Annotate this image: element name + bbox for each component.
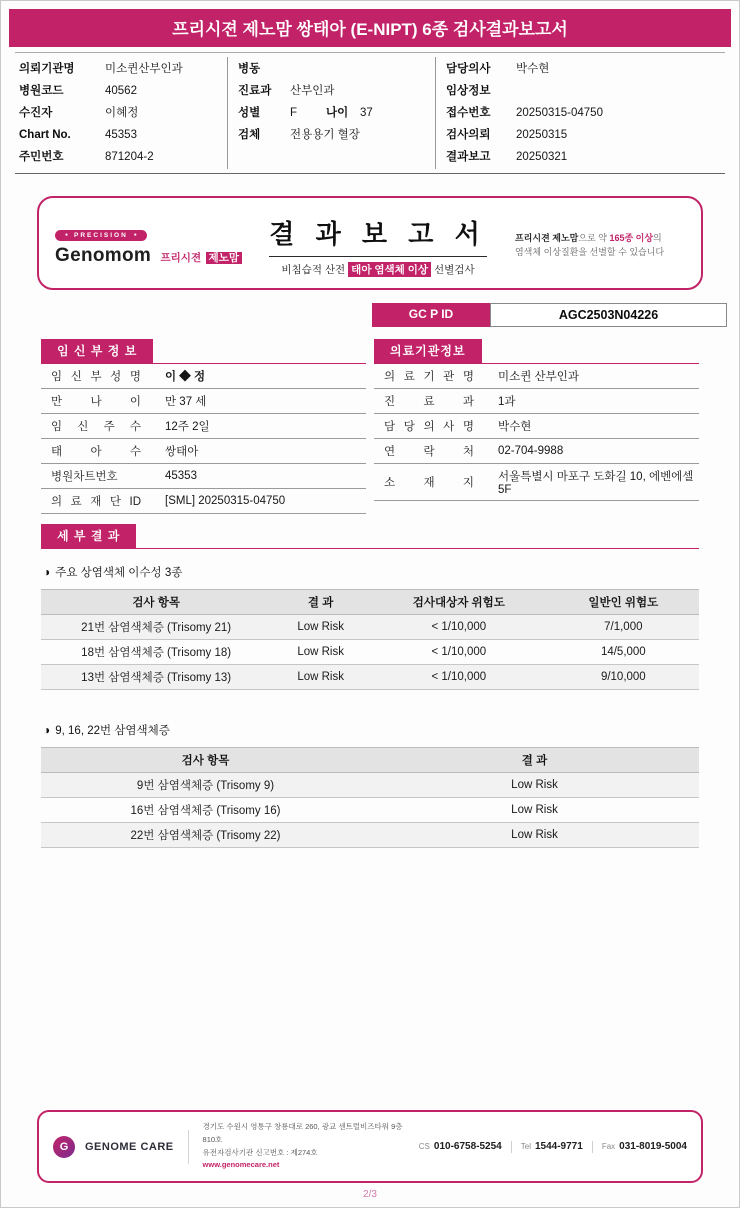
group1-heading: [43, 564, 699, 580]
results-title: 세 부 결 과: [41, 524, 136, 548]
gc-pid-value: AGC2503N04226: [490, 303, 727, 327]
result-cell: 13번 삼염색체증 (Trisomy 13): [41, 665, 271, 690]
report-title: 결 과 보 고 서: [269, 218, 487, 249]
result-cell: Low Risk: [370, 823, 699, 848]
row-value: 1과: [486, 389, 699, 414]
footer-contacts: [419, 1141, 687, 1153]
table-row-trisomy-22: [41, 823, 699, 848]
result-cell: 9/10,000: [548, 665, 699, 690]
table-header-row: [41, 590, 699, 615]
result-cell: Low Risk: [271, 615, 370, 640]
table-row: [41, 389, 366, 414]
result-cell: 7/1,000: [548, 615, 699, 640]
field-row-clinical-info: [446, 80, 721, 102]
field-label: 병동: [238, 63, 261, 75]
column-header: 결 과: [271, 590, 370, 615]
row-value: 서울특별시 마포구 도화길 10, 에벤에셀 5F: [486, 464, 699, 501]
table-row: [41, 414, 366, 439]
field-value: 산부인과: [290, 85, 335, 97]
table-row-trisomy-16: [41, 798, 699, 823]
row-value: [SML] 20250315-04750: [153, 489, 366, 514]
result-cell: 21번 삼염색체증 (Trisomy 21): [41, 615, 271, 640]
field-label: 의뢰기관명: [19, 63, 75, 75]
result-cell: Low Risk: [271, 640, 370, 665]
field-row-report-date: [446, 146, 721, 168]
row-value: 만 37 세: [153, 389, 366, 414]
result-cell: 16번 삼염색체증 (Trisomy 16): [41, 798, 370, 823]
field-row-request-date: [446, 124, 721, 146]
blank-space: [1, 848, 739, 1110]
row-value: 이 ◆ 정: [153, 364, 366, 389]
field-value: 20250315-04750: [516, 107, 603, 119]
subtitle-pre: 비침습적 산전: [281, 263, 346, 276]
row-label: 의 료 기 관 명: [374, 364, 486, 389]
row-value: 박수현: [486, 414, 699, 439]
mother-info-header: [41, 339, 366, 364]
table-row-trisomy-13: [41, 665, 699, 690]
column-header: 결 과: [370, 748, 699, 773]
contact-tel: [521, 1141, 583, 1152]
mother-info-title: 임 신 부 정 보: [41, 339, 153, 363]
field-label-age: 나이: [326, 107, 349, 119]
field-label: Chart No.: [19, 129, 71, 141]
row-label: 태 아 수: [41, 439, 153, 464]
field-label: 검체: [238, 129, 261, 141]
result-cell: < 1/10,000: [370, 665, 548, 690]
footer-website: www.genomecare.net: [202, 1160, 280, 1170]
contact-separator: [592, 1141, 593, 1153]
trisomy-main-table: [41, 589, 699, 690]
brand-name-en: Genomom: [55, 245, 152, 266]
column-header: 일반인 위험도: [548, 590, 699, 615]
footer-address-line1: 경기도 수원시 영통구 창룡대로 260, 광교 센트럴비즈타워 9층 810호: [202, 1122, 403, 1144]
half-circle-bullet-icon: ◑: [43, 723, 51, 737]
contact-label: CS: [418, 1142, 430, 1151]
field-row-requesting-clinic: [19, 58, 223, 80]
brand-name-ko-badge: 제노맘: [206, 252, 242, 264]
dot-icon: ●: [133, 232, 137, 238]
detailed-results-section: [41, 524, 699, 848]
clinic-info-header: [374, 339, 699, 364]
field-row-patient-name: [19, 102, 223, 124]
tagline-mid: 으로 약: [578, 232, 610, 243]
row-label: 임 신 부 성 명: [41, 364, 153, 389]
result-cell: Low Risk: [370, 773, 699, 798]
clinic-info-section: [374, 339, 699, 514]
field-row-chart-no: [19, 124, 223, 146]
patient-header-col2: [227, 57, 435, 169]
tagline-highlight: 165종 이상: [609, 232, 654, 243]
field-label: 수진자: [19, 107, 53, 119]
footer: [37, 1110, 703, 1183]
report-subtitle: [269, 256, 486, 277]
gc-pid-label: GC P ID: [372, 303, 490, 327]
field-row-sex-age: [238, 102, 431, 124]
tagline-end: 의: [653, 232, 662, 243]
footer-address-block: [203, 1121, 409, 1172]
report-main-title: 프리시젼 제노맘 쌍태아 (E-NIPT) 6종 검사결과보고서: [9, 9, 731, 47]
row-label: 병원차트번호: [41, 464, 153, 489]
contact-value: 010-6758-5254: [433, 1141, 502, 1152]
table-row: [41, 364, 366, 389]
precision-badge-label: PRECISION: [74, 231, 128, 239]
field-value-age: 37: [360, 107, 373, 119]
table-row-trisomy-9: [41, 773, 699, 798]
contact-label: Tel: [520, 1142, 531, 1151]
half-circle-bullet-icon: ◑: [43, 565, 51, 579]
field-value: 전용용기 혈장: [290, 129, 360, 141]
row-label: 담 당 의 사 명: [374, 414, 486, 439]
table-header-row: [41, 748, 699, 773]
dot-icon: ●: [65, 232, 69, 238]
field-label: 임상정보: [446, 85, 491, 97]
field-value: 45353: [105, 129, 137, 141]
contact-cs: [419, 1141, 502, 1152]
table-row-trisomy-18: [41, 640, 699, 665]
field-row-receipt-no: [446, 102, 721, 124]
result-cell: < 1/10,000: [370, 615, 548, 640]
field-row-resident-id: [19, 146, 223, 168]
clinic-info-title: 의료기관정보: [374, 339, 482, 363]
field-value-sex: F: [290, 107, 298, 119]
table-row: [374, 439, 699, 464]
footer-brand-name: GENOME CARE: [85, 1140, 174, 1153]
field-value: 40562: [105, 85, 137, 97]
row-label: 소 재 지: [374, 464, 486, 501]
field-label: 담당의사: [446, 63, 491, 75]
report-tagline: [515, 231, 685, 260]
subtitle-highlight: 태아 염색체 이상: [348, 262, 431, 277]
table-row: [374, 389, 699, 414]
field-value: 871204-2: [105, 151, 154, 163]
field-value: 미소퀸산부인과: [105, 63, 183, 75]
report-card-header: [37, 196, 703, 290]
column-header: 검사 항목: [41, 748, 370, 773]
field-label: 결과보고: [446, 151, 491, 163]
column-header: 검사대상자 위험도: [370, 590, 548, 615]
patient-header-col3: [435, 57, 725, 169]
logo-letter: G: [59, 1140, 69, 1153]
results-header: [41, 524, 699, 549]
field-label: 접수번호: [446, 107, 491, 119]
table-row: [374, 414, 699, 439]
field-label: 진료과: [238, 85, 272, 97]
row-value: 미소퀸 산부인과: [486, 364, 699, 389]
field-label: 주민번호: [19, 151, 64, 163]
result-cell: < 1/10,000: [370, 640, 548, 665]
table-row: [374, 464, 699, 501]
report-card-center: [269, 214, 486, 277]
contact-fax: [602, 1141, 687, 1152]
genomom-brand: [55, 223, 241, 267]
patient-header-col1: [15, 57, 227, 169]
contact-separator: [511, 1141, 512, 1153]
field-row-ward: [238, 58, 431, 80]
field-row-doctor: [446, 58, 721, 80]
group1-title: 주요 상염색체 이수성 3종: [55, 567, 183, 579]
result-cell: 18번 삼염색체증 (Trisomy 18): [41, 640, 271, 665]
footer-divider: [188, 1130, 189, 1164]
field-row-hospital-code: [19, 80, 223, 102]
contact-value: 031-8019-5004: [619, 1141, 687, 1152]
table-row: [374, 364, 699, 389]
column-header: 검사 항목: [41, 590, 271, 615]
subtitle-post: 선별검사: [434, 263, 475, 276]
field-row-department: [238, 80, 431, 102]
info-sections: [41, 339, 699, 514]
row-value: 12주 2일: [153, 414, 366, 439]
tagline-brand: 프리시젼 제노맘: [514, 232, 579, 243]
field-label: 성별: [238, 107, 261, 119]
trisomy-extra-table: [41, 747, 699, 848]
mother-info-table: [41, 364, 366, 514]
page-number: 2/3: [363, 1189, 377, 1200]
clinic-info-table: [374, 364, 699, 501]
row-value: 45353: [153, 464, 366, 489]
result-cell: Low Risk: [271, 665, 370, 690]
row-label: 의 료 재 단 ID: [41, 489, 153, 514]
patient-header-block: [15, 52, 725, 174]
group2-heading: [43, 722, 699, 738]
mother-info-section: [41, 339, 366, 514]
table-row: [41, 489, 366, 514]
result-cell: 9번 삼염색체증 (Trisomy 9): [41, 773, 370, 798]
result-cell: 14/5,000: [548, 640, 699, 665]
row-value: 02-704-9988: [486, 439, 699, 464]
row-label: 연 락 처: [374, 439, 486, 464]
row-label: 임 신 주 수: [41, 414, 153, 439]
result-cell: 22번 삼염색체증 (Trisomy 22): [41, 823, 370, 848]
tagline-line2: 염색체 이상질환을 선별할 수 있습니다: [514, 247, 665, 257]
contact-label: Fax: [601, 1142, 616, 1151]
row-label: 진 료 과: [374, 389, 486, 414]
precision-badge: [55, 230, 147, 241]
table-row-trisomy-21: [41, 615, 699, 640]
result-cell: Low Risk: [370, 798, 699, 823]
brand-name-ko: 프리시젼: [160, 252, 202, 264]
gc-pid-row: [13, 303, 727, 327]
field-label: 병원코드: [19, 85, 64, 97]
table-row: [41, 439, 366, 464]
field-label: 검사의뢰: [446, 129, 491, 141]
field-value: 이혜정: [105, 107, 139, 119]
brand-line: [55, 245, 241, 267]
field-value: 20250315: [516, 129, 568, 141]
contact-value: 1544-9771: [534, 1141, 583, 1152]
row-label: 만 나 이: [41, 389, 153, 414]
group2-title: 9, 16, 22번 삼염색체증: [55, 725, 170, 737]
row-value: 쌍태아: [153, 439, 366, 464]
footer-address-line2: 유전자검사기관 신고번호 : 제274호: [202, 1147, 318, 1157]
field-row-specimen: [238, 124, 431, 146]
genome-care-logo-icon: [53, 1136, 75, 1158]
field-value: 20250321: [516, 151, 568, 163]
field-value: 박수현: [516, 63, 550, 75]
table-row: [41, 464, 366, 489]
